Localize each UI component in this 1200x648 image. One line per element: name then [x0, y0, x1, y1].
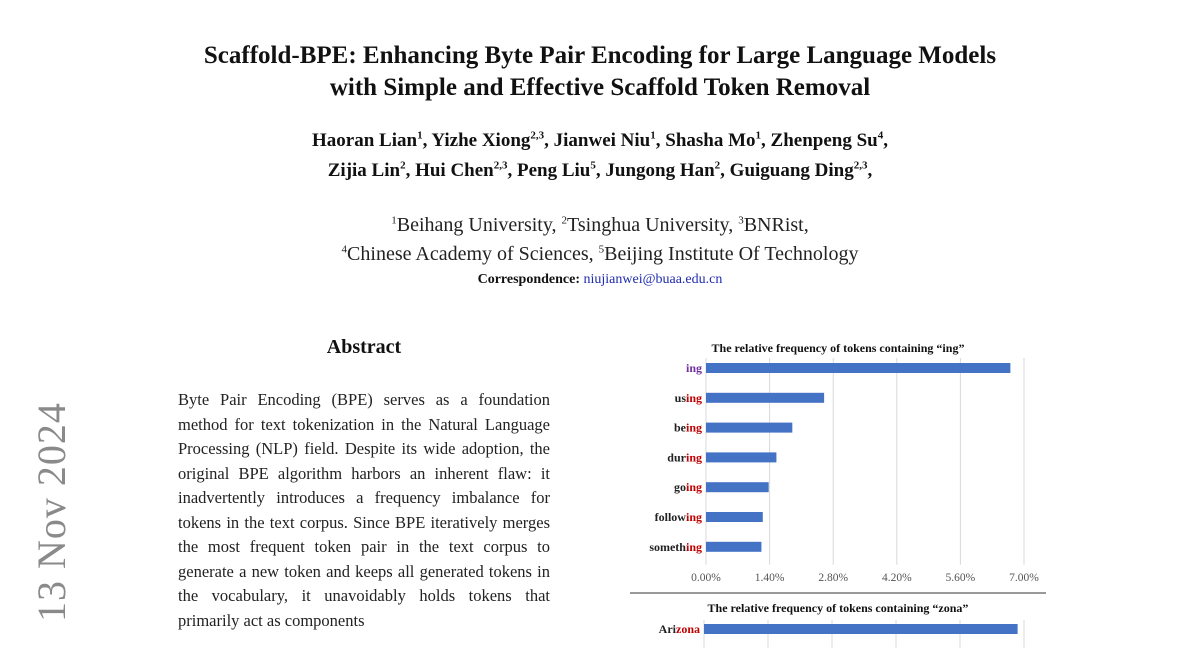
author-marker: 1: [755, 129, 762, 142]
correspondence-email[interactable]: niujianwei@buaa.edu.cn: [583, 272, 723, 287]
affiliation-separator: ,: [803, 214, 809, 236]
frequency-charts: [628, 334, 1048, 648]
author-marker: 1: [650, 129, 656, 142]
affiliation-name: Beihang University: [396, 214, 552, 236]
arxiv-date-stamp: 13 Nov 2024: [29, 402, 74, 622]
chart-1-category-label: following: [654, 510, 702, 524]
author-name: Yizhe Xiong: [431, 130, 531, 151]
author-separator: ,: [867, 160, 873, 181]
chart-2-category-label: Arizona: [658, 622, 700, 636]
affiliation-list: [0, 211, 1200, 269]
chart-1-bar: [706, 363, 1010, 373]
author-name: Haoran Lian: [312, 130, 418, 151]
chart-1-bar: [706, 512, 763, 522]
author-separator: ,: [883, 130, 888, 151]
affiliation-name: Beijing Institute Of Technology: [604, 243, 859, 265]
author-marker: 1: [417, 129, 423, 142]
author-line-2: [0, 156, 1200, 186]
author-name: Jungong Han: [605, 160, 715, 181]
author-separator: ,: [405, 160, 416, 181]
author-marker: 2,3: [530, 129, 545, 142]
author-name: Shasha Mo: [665, 130, 756, 151]
chart-1-category-label: being: [673, 420, 702, 435]
affiliation-name: BNRist: [743, 214, 804, 236]
author-name: Jianwei Niu: [553, 130, 651, 151]
affiliation-line-1: [0, 211, 1200, 240]
chart-1-tick-label: 2.80%: [818, 571, 849, 584]
chart-1-tick-label: 4.20%: [881, 571, 912, 584]
chart-1-bar: [706, 393, 824, 403]
chart-1-tick-label: 1.40%: [754, 571, 785, 584]
chart-1-title: The relative frequency of tokens containing “ing”: [711, 341, 965, 355]
affiliation-marker: 1: [391, 214, 397, 227]
author-name: Zhenpeng Su: [770, 130, 878, 151]
author-marker: 5: [590, 159, 596, 172]
author-name: Zijia Lin: [327, 160, 401, 181]
author-name: Peng Liu: [517, 160, 591, 181]
abstract-body: Byte Pair Encoding (BPE) serves as a foundation method for text tokenization in the Natural Language Processing (NLP) field. Despite its wide adoption, the original BPE algorithm harbors an inherent flaw: it inadvertently introduces a frequency imbalance for tokens in the text corpus. Since BPE iteratively merges the most frequent token pair in the text corpus to generate a new token and keeps all generated tokens in the vocabulary, it unavoidably holds tokens that primarily act as components: [178, 390, 550, 630]
correspondence-label: Correspondence:: [477, 272, 581, 287]
chart-1-bar: [706, 452, 776, 462]
chart-1-tick-label: 0.00%: [691, 571, 721, 584]
chart-1-bar: [706, 482, 769, 492]
author-name: Guiguang Ding: [729, 160, 854, 181]
chart-1-tick-label: 7.00%: [1009, 571, 1039, 584]
author-marker: 2: [400, 159, 406, 172]
figure-token-frequency: [628, 334, 1048, 648]
author-separator: ,: [761, 130, 771, 151]
author-list: [0, 126, 1200, 186]
affiliation-separator: ,: [551, 214, 562, 236]
chart-1-category-label: ing: [685, 361, 702, 375]
affiliation-marker: 4: [341, 243, 348, 256]
title-line-1: Scaffold-BPE: Enhancing Byte Pair Encoding for Large Language Models: [203, 42, 997, 69]
title-line-2: with Simple and Effective Scaffold Token Removal: [329, 74, 871, 101]
chart-2-bar: [704, 624, 1018, 634]
author-marker: 2,3: [853, 159, 868, 172]
author-separator: ,: [720, 160, 730, 181]
author-name: Hui Chen: [415, 160, 494, 181]
chart-1-category-label: going: [673, 480, 702, 495]
author-marker: 2: [714, 159, 721, 172]
affiliation-name: Chinese Academy of Sciences: [347, 243, 589, 265]
author-separator: ,: [655, 130, 666, 151]
abstract-heading: Abstract: [326, 336, 402, 358]
chart-2-title: The relative frequency of tokens containing “zona”: [707, 601, 969, 615]
affiliation-marker: 5: [598, 243, 605, 256]
chart-1-category-label: something: [649, 539, 702, 554]
author-marker: 4: [877, 129, 884, 142]
affiliation-marker: 3: [738, 214, 744, 227]
affiliation-separator: ,: [588, 243, 599, 265]
author-separator: ,: [422, 130, 432, 151]
author-line-1: [0, 126, 1200, 156]
chart-1-bar: [706, 542, 761, 552]
chart-1-bar: [706, 423, 792, 433]
affiliation-name: Tsinghua University: [567, 214, 729, 236]
paper-title: [0, 40, 1200, 104]
chart-1-tick-label: 5.60%: [945, 571, 976, 584]
author-separator: ,: [595, 160, 606, 181]
chart-1-category-label: during: [667, 450, 702, 465]
affiliation-line-2: [0, 240, 1200, 269]
author-separator: ,: [507, 160, 517, 181]
chart-1-category-label: using: [674, 390, 702, 405]
author-marker: 2,3: [493, 159, 508, 172]
author-separator: ,: [544, 130, 554, 151]
correspondence: [0, 272, 1200, 288]
affiliation-marker: 2: [561, 214, 568, 227]
affiliation-separator: ,: [728, 214, 739, 236]
